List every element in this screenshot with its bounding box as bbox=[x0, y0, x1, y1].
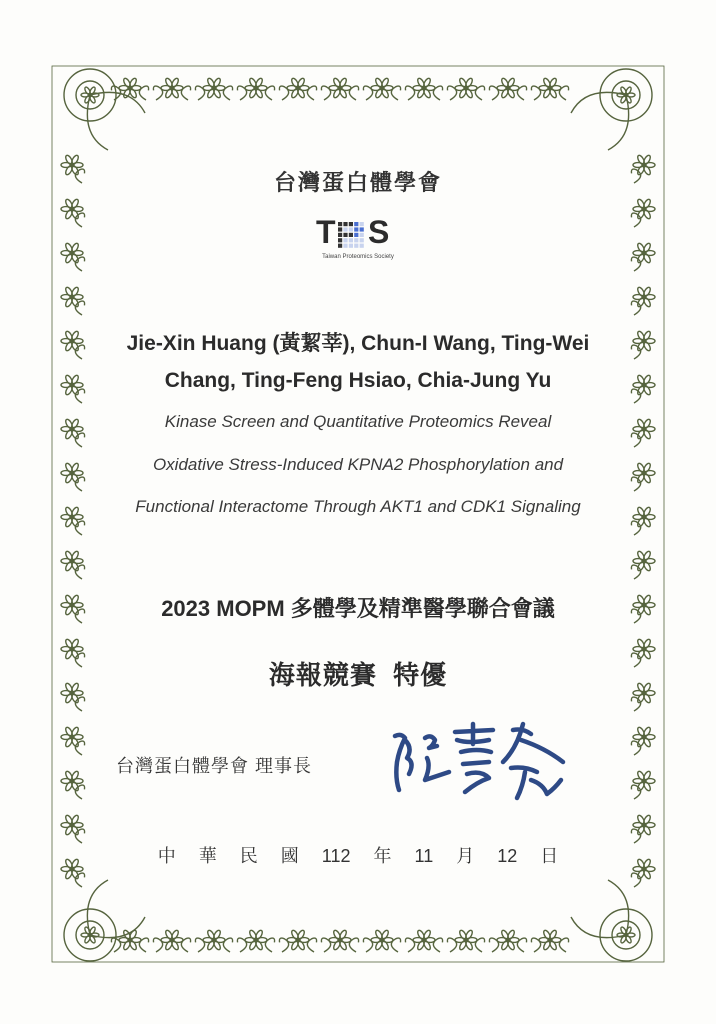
scroll-ornament bbox=[405, 938, 414, 952]
scroll-ornament bbox=[391, 86, 400, 100]
date-day-unit: 日 bbox=[540, 846, 559, 866]
scroll-ornament bbox=[475, 938, 484, 952]
scroll-ornament bbox=[631, 433, 640, 447]
scroll-ornament bbox=[181, 86, 190, 100]
paper-title-line-3: Functional Interactome Through AKT1 and CDK1 Signaling bbox=[135, 497, 581, 516]
authors-line-1: Jie-Xin Huang (黃絜莘), Chun-I Wang, Ting-Wei bbox=[126, 332, 590, 355]
scroll-ornament bbox=[349, 938, 358, 952]
flower-ornament bbox=[633, 814, 655, 835]
scroll-ornament bbox=[75, 829, 84, 843]
date-year-unit: 年 bbox=[373, 846, 392, 866]
flower-ornament bbox=[203, 929, 225, 950]
flower-ornament bbox=[497, 77, 519, 98]
flower-ornament bbox=[245, 77, 267, 98]
scroll-ornament bbox=[433, 86, 442, 100]
date-era-2: 華 bbox=[198, 846, 217, 866]
paper-title-line-1: Kinase Screen and Quantitative Proteomics Reveal bbox=[164, 412, 552, 431]
flower-ornament bbox=[371, 929, 393, 950]
flower-ornament bbox=[119, 77, 141, 98]
flower-ornament bbox=[455, 77, 477, 98]
paper-title-line-2: Oxidative Stress-Induced KPNA2 Phosphorylation and bbox=[152, 455, 564, 474]
flower-ornament bbox=[497, 929, 519, 950]
society-title: 台灣蛋白體學會 bbox=[273, 170, 442, 195]
scroll-ornament bbox=[559, 86, 568, 100]
scroll-ornament bbox=[631, 213, 640, 227]
logo-letter-t: T bbox=[316, 214, 336, 250]
date-era-3: 民 bbox=[239, 846, 258, 866]
scroll-ornament bbox=[447, 86, 456, 100]
president-title: 台灣蛋白體學會 理事長 bbox=[116, 756, 312, 776]
scroll-ornament bbox=[631, 521, 640, 535]
scroll-ornament bbox=[195, 86, 204, 100]
flower-ornament bbox=[245, 929, 267, 950]
flower-ornament bbox=[61, 286, 83, 307]
date-month-unit: 月 bbox=[456, 846, 475, 866]
flower-ornament bbox=[61, 814, 83, 835]
scroll-ornament bbox=[631, 741, 640, 755]
flower-ornament bbox=[633, 770, 655, 791]
flower-ornament bbox=[161, 77, 183, 98]
flower-ornament bbox=[617, 926, 635, 944]
scroll-ornament bbox=[139, 86, 148, 100]
scroll-ornament bbox=[279, 86, 288, 100]
pixel-grid-p-icon bbox=[338, 220, 366, 252]
flower-ornament bbox=[61, 770, 83, 791]
scroll-ornament bbox=[391, 938, 400, 952]
scroll-ornament bbox=[153, 938, 162, 952]
scroll-ornament bbox=[75, 873, 84, 887]
scroll-ornament bbox=[349, 86, 358, 100]
date-year: 112 bbox=[321, 846, 351, 866]
date-era-1: 中 bbox=[157, 846, 176, 866]
scroll-ornament bbox=[223, 938, 232, 952]
issue-date bbox=[0, 842, 716, 868]
flower-ornament bbox=[161, 929, 183, 950]
flower-ornament bbox=[81, 86, 99, 104]
conference-name: 2023 MOPM 多體學及精準醫學聯合會議 bbox=[161, 596, 555, 621]
scroll-ornament bbox=[279, 938, 288, 952]
scroll-ornament bbox=[75, 433, 84, 447]
date-month: 11 bbox=[414, 846, 434, 866]
flower-ornament bbox=[287, 929, 309, 950]
flower-ornament bbox=[329, 929, 351, 950]
flower-ornament bbox=[329, 77, 351, 98]
handwritten-signature bbox=[385, 718, 585, 818]
scroll-ornament bbox=[559, 938, 568, 952]
scroll-ornament bbox=[631, 257, 640, 271]
scroll-ornament bbox=[307, 938, 316, 952]
flower-ornament bbox=[81, 926, 99, 944]
scroll-ornament bbox=[363, 938, 372, 952]
scroll-ornament bbox=[489, 938, 498, 952]
scroll-ornament bbox=[631, 829, 640, 843]
flower-ornament bbox=[633, 242, 655, 263]
scroll-ornament bbox=[75, 477, 84, 491]
flower-ornament bbox=[413, 929, 435, 950]
scroll-ornament bbox=[363, 86, 372, 100]
scroll-ornament bbox=[181, 938, 190, 952]
scroll-ornament bbox=[75, 521, 84, 535]
scroll-ornament bbox=[237, 938, 246, 952]
flower-ornament bbox=[539, 929, 561, 950]
scroll-ornament bbox=[321, 86, 330, 100]
scroll-ornament bbox=[405, 86, 414, 100]
scroll-ornament bbox=[631, 477, 640, 491]
scroll-ornament bbox=[433, 938, 442, 952]
scroll-ornament bbox=[237, 86, 246, 100]
scroll-ornament bbox=[75, 213, 84, 227]
flower-ornament bbox=[371, 77, 393, 98]
scroll-ornament bbox=[75, 697, 84, 711]
scroll-ornament bbox=[307, 86, 316, 100]
scroll-ornament bbox=[223, 86, 232, 100]
scroll-ornament bbox=[321, 938, 330, 952]
scroll-ornament bbox=[631, 873, 640, 887]
scroll-ornament bbox=[139, 938, 148, 952]
award-line bbox=[0, 655, 716, 692]
scroll-ornament bbox=[195, 938, 204, 952]
scroll-ornament bbox=[475, 86, 484, 100]
logo-caption: Taiwan Proteomics Society bbox=[322, 254, 394, 260]
scroll-ornament bbox=[631, 785, 640, 799]
scroll-ornament bbox=[75, 301, 84, 315]
flower-ornament bbox=[539, 77, 561, 98]
award-rank: 特優 bbox=[393, 660, 448, 690]
flower-ornament bbox=[287, 77, 309, 98]
scroll-ornament bbox=[75, 741, 84, 755]
authors-line-2: Chang, Ting-Feng Hsiao, Chia-Jung Yu bbox=[164, 369, 552, 392]
scroll-ornament bbox=[531, 938, 540, 952]
flower-ornament bbox=[633, 726, 655, 747]
scroll-ornament bbox=[517, 86, 526, 100]
flower-ornament bbox=[61, 198, 83, 219]
scroll-ornament bbox=[265, 86, 274, 100]
flower-ornament bbox=[633, 550, 655, 571]
flower-ornament bbox=[413, 77, 435, 98]
scroll-ornament bbox=[75, 257, 84, 271]
flower-ornament bbox=[455, 929, 477, 950]
scroll-ornament bbox=[631, 301, 640, 315]
scroll-ornament bbox=[153, 86, 162, 100]
scroll-ornament bbox=[75, 565, 84, 579]
scroll-ornament bbox=[517, 938, 526, 952]
scroll-ornament bbox=[631, 565, 640, 579]
scroll-ornament bbox=[489, 86, 498, 100]
scroll-ornament bbox=[75, 785, 84, 799]
flower-ornament bbox=[61, 550, 83, 571]
date-day: 12 bbox=[497, 846, 518, 866]
logo-letter-s: S bbox=[368, 214, 390, 250]
flower-ornament bbox=[633, 286, 655, 307]
flower-ornament bbox=[61, 726, 83, 747]
scroll-ornament bbox=[531, 86, 540, 100]
scroll-ornament bbox=[631, 697, 640, 711]
award-category: 海報競賽 bbox=[268, 660, 377, 690]
flower-ornament bbox=[61, 242, 83, 263]
scroll-ornament bbox=[447, 938, 456, 952]
scroll-ornament bbox=[265, 938, 274, 952]
flower-ornament bbox=[633, 198, 655, 219]
tps-logo bbox=[308, 214, 408, 266]
flower-ornament bbox=[203, 77, 225, 98]
flower-ornament bbox=[617, 86, 635, 104]
date-era-4: 國 bbox=[280, 846, 299, 866]
